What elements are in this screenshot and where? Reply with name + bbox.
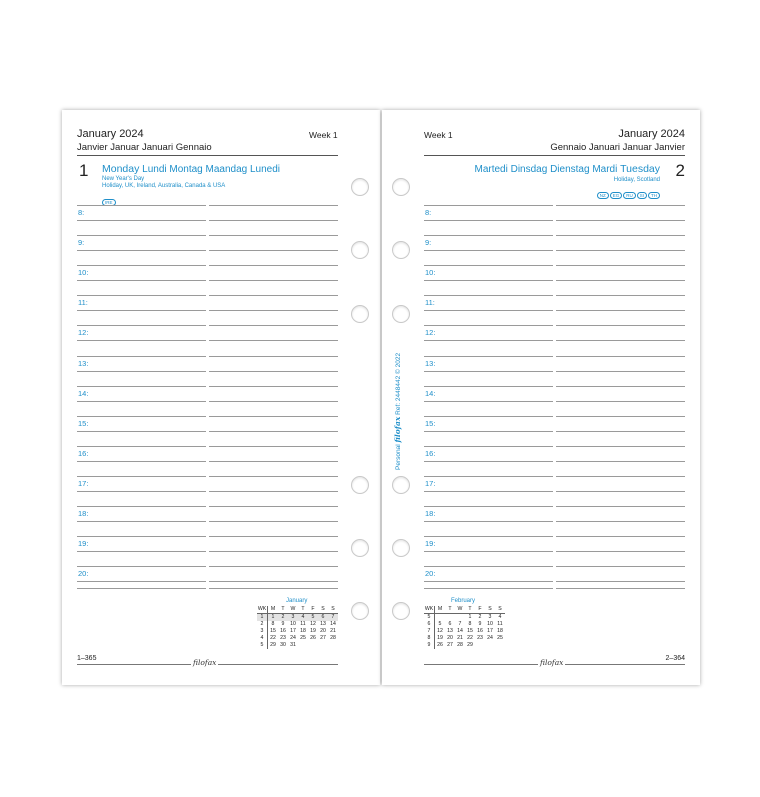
calendar-day-cell (298, 642, 308, 649)
calendar-day-cell: 1 (268, 614, 279, 622)
calendar-header-cell: M (435, 606, 446, 614)
calendar-day-cell (435, 614, 446, 622)
right-ruled-line (556, 476, 685, 477)
left-ruled-line (77, 250, 206, 251)
calendar-day-cell: 31 (290, 642, 296, 648)
calendar-day-cell: 1 (468, 614, 472, 620)
calendar-day-cell: 13 (447, 628, 453, 634)
calendar-day-cell: 30 (280, 642, 286, 648)
calendar-day-cell: 23 (477, 635, 483, 641)
right-ruled-line (556, 325, 685, 326)
right-ruled-line (424, 566, 553, 567)
left-ruled-line (77, 588, 206, 589)
calendar-day-cell: 4 (298, 614, 308, 622)
left-ruled-line (209, 220, 338, 221)
calendar-day-cell: 14 (330, 621, 336, 627)
left-ruled-line (209, 386, 338, 387)
right-ruled-line (424, 310, 553, 311)
left-month-translations: Janvier Januar Januari Gennaio (77, 142, 212, 153)
right-ruled-line (424, 431, 553, 432)
calendar-day-cell: 6 (318, 614, 328, 622)
left-hour-label: 19: (78, 539, 89, 548)
region-badge: IRE (102, 199, 116, 206)
calendar-day-cell: 22 (270, 635, 276, 641)
left-ruled-line (77, 536, 206, 537)
left-ruled-line (209, 581, 338, 582)
calendar-week-cell: 9 (424, 642, 435, 649)
right-ruled-line (556, 446, 685, 447)
region-badge: SI (637, 192, 647, 199)
right-ruled-line (424, 235, 553, 236)
right-hour-label: 18: (425, 509, 436, 518)
left-hour-label: 13: (78, 359, 89, 368)
left-week-label: Week 1 (309, 130, 338, 140)
left-ruled-line (209, 566, 338, 567)
right-day-translations: Martedi Dinsdag Dienstag Mardi (474, 164, 618, 175)
calendar-day-cell: 25 (497, 635, 503, 641)
binder-hole (392, 539, 410, 557)
calendar-day-cell: 2 (278, 614, 288, 622)
left-ruled-line (209, 536, 338, 537)
right-ruled-line (424, 588, 553, 589)
right-ruled-line (556, 205, 685, 206)
left-ruled-line (77, 566, 206, 567)
calendar-header-cell: F (475, 606, 485, 614)
right-ruled-line (556, 461, 685, 462)
right-ruled-line (424, 340, 553, 341)
calendar-week-cell: 8 (424, 635, 435, 642)
left-month-title: January 2024 (77, 128, 144, 140)
right-ruled-line (556, 386, 685, 387)
right-week-label: Week 1 (424, 130, 453, 140)
left-holiday-regions: Holiday, UK, Ireland, Australia, Canada & USA (102, 183, 226, 189)
binder-hole (351, 305, 369, 323)
calendar-header-cell: WK (424, 606, 434, 612)
left-ruled-line (209, 431, 338, 432)
left-ruled-line (209, 401, 338, 402)
calendar-day-cell: 20 (447, 635, 453, 641)
left-ruled-line (77, 280, 206, 281)
calendar-day-cell (445, 614, 455, 622)
left-hour-label: 14: (78, 389, 89, 398)
left-ruled-line (209, 295, 338, 296)
left-ruled-line (209, 250, 338, 251)
right-ruled-line (556, 506, 685, 507)
left-ruled-line (209, 551, 338, 552)
calendar-day-cell (475, 642, 485, 649)
calendar-day-cell: 16 (280, 628, 286, 634)
left-ruled-line (77, 431, 206, 432)
calendar-header-cell: T (298, 606, 308, 614)
calendar-day-cell: 29 (467, 642, 473, 648)
right-ruled-line (556, 491, 685, 492)
calendar-day-cell: 15 (467, 628, 473, 634)
right-page-code: 2–364 (665, 655, 685, 662)
left-ruled-line (77, 506, 206, 507)
right-ruled-line (424, 476, 553, 477)
binder-hole (351, 241, 369, 259)
left-ruled-line (209, 416, 338, 417)
left-ruled-line (209, 310, 338, 311)
left-ruled-line (77, 340, 206, 341)
region-badge: EG (610, 192, 623, 199)
region-badge: NZ (597, 192, 609, 199)
right-ruled-line (556, 280, 685, 281)
right-ruled-line (556, 235, 685, 236)
binder-hole (351, 602, 369, 620)
right-hour-label: 17: (425, 479, 436, 488)
right-hour-label: 11: (425, 298, 435, 307)
left-ruled-line (77, 416, 206, 417)
right-ruled-line (556, 566, 685, 567)
right-ruled-line (556, 588, 685, 589)
calendar-header-cell: M (268, 606, 279, 614)
right-ruled-line (556, 521, 685, 522)
calendar-day-cell: 13 (320, 621, 326, 627)
left-ruled-line (77, 295, 206, 296)
right-hour-label: 14: (425, 389, 436, 398)
calendar-day-cell: 10 (290, 621, 296, 627)
imprint-copyright: © 2022 (395, 352, 402, 374)
left-ruled-line (77, 491, 206, 492)
february-mini-calendar (424, 606, 505, 649)
calendar-day-cell: 9 (478, 621, 482, 627)
calendar-day-cell: 22 (467, 635, 473, 641)
right-ruled-line (556, 401, 685, 402)
left-ruled-line (77, 401, 206, 402)
left-hour-label: 8: (78, 208, 85, 217)
left-hour-label: 11: (78, 298, 88, 307)
binder-hole (392, 602, 410, 620)
calendar-day-cell: 26 (437, 642, 443, 648)
right-ruled-line (424, 356, 553, 357)
right-ruled-line (556, 431, 685, 432)
calendar-day-cell: 28 (457, 642, 463, 648)
left-region-badges (101, 191, 116, 209)
left-ruled-line (77, 220, 206, 221)
calendar-day-cell: 10 (487, 621, 493, 627)
right-hour-label: 13: (425, 359, 436, 368)
right-ruled-line (556, 581, 685, 582)
calendar-day-cell: 25 (300, 635, 306, 641)
left-ruled-line (209, 521, 338, 522)
right-ruled-line (424, 446, 553, 447)
left-ruled-line (209, 235, 338, 236)
right-hour-label: 16: (425, 449, 436, 458)
left-ruled-line (209, 491, 338, 492)
calendar-day-cell: 21 (457, 635, 463, 641)
right-ruled-line (556, 250, 685, 251)
calendar-day-cell: 20 (320, 628, 326, 634)
calendar-day-cell (485, 642, 495, 649)
calendar-day-cell: 16 (477, 628, 483, 634)
right-ruled-line (424, 521, 553, 522)
left-hour-label: 18: (78, 509, 89, 518)
right-ruled-line (556, 220, 685, 221)
left-ruled-line (77, 521, 206, 522)
calendar-day-cell: 5 (308, 614, 318, 622)
calendar-header-cell: T (278, 606, 288, 614)
calendar-header-cell: WK (257, 606, 267, 612)
calendar-day-cell: 12 (437, 628, 443, 634)
calendar-week-cell: 1 (257, 614, 268, 622)
calendar-day-cell: 15 (270, 628, 276, 634)
left-ruled-line (209, 265, 338, 266)
calendar-day-cell: 28 (330, 635, 336, 641)
left-brand-logo: filofax (193, 658, 217, 667)
calendar-day-cell: 3 (488, 614, 492, 620)
right-hour-label: 8: (425, 208, 432, 217)
calendar-day-cell: 21 (330, 628, 336, 634)
calendar-day-cell: 18 (300, 628, 306, 634)
left-day-name: Monday (102, 163, 140, 175)
right-hour-label: 10: (425, 268, 436, 277)
calendar-header-cell: S (485, 606, 495, 614)
right-ruled-line (424, 536, 553, 537)
right-ruled-line (556, 265, 685, 266)
right-ruled-line (424, 416, 553, 417)
left-ruled-line (209, 506, 338, 507)
left-ruled-line (77, 356, 206, 357)
calendar-day-cell: 24 (487, 635, 493, 641)
left-ruled-line (77, 325, 206, 326)
calendar-day-cell (318, 642, 328, 649)
left-ruled-line (209, 325, 338, 326)
right-day-number: 2 (675, 161, 685, 180)
right-ruled-line (556, 295, 685, 296)
right-hour-label: 12: (425, 328, 436, 337)
binder-hole (351, 476, 369, 494)
left-hour-label: 10: (78, 268, 89, 277)
calendar-header-cell: S (328, 606, 338, 614)
calendar-day-cell: 7 (458, 621, 462, 627)
calendar-week-cell: 4 (257, 635, 268, 642)
calendar-day-cell: 3 (288, 614, 298, 622)
left-ruled-line (209, 446, 338, 447)
calendar-day-cell: 4 (498, 614, 502, 620)
right-header-rule (424, 155, 685, 156)
calendar-header-cell: W (288, 606, 298, 614)
left-hour-label: 9: (78, 238, 85, 247)
right-ruled-line (556, 340, 685, 341)
right-brand-logo: filofax (540, 658, 564, 667)
left-ruled-line (77, 371, 206, 372)
left-ruled-line (209, 476, 338, 477)
right-ruled-line (424, 250, 553, 251)
calendar-day-cell: 12 (310, 621, 316, 627)
right-ruled-line (424, 401, 553, 402)
binder-hole (351, 178, 369, 196)
left-ruled-line (77, 205, 206, 206)
left-hour-label: 16: (78, 449, 89, 458)
right-hour-label: 15: (425, 419, 436, 428)
calendar-day-cell: 29 (270, 642, 276, 648)
right-month-translations: Gennaio Januari Januar Janvier (550, 142, 685, 153)
right-ruled-line (424, 581, 553, 582)
left-ruled-line (77, 551, 206, 552)
calendar-header-cell: S (495, 606, 505, 614)
binder-hole (392, 476, 410, 494)
left-ruled-line (209, 356, 338, 357)
january-calendar-title: January (286, 598, 308, 604)
calendar-day-cell (328, 642, 338, 649)
binder-hole (351, 539, 369, 557)
calendar-day-cell: 7 (328, 614, 338, 622)
calendar-week-cell: 7 (424, 628, 435, 635)
left-hour-label: 20: (78, 569, 89, 578)
calendar-header-cell: T (445, 606, 455, 614)
left-day-number: 1 (79, 161, 89, 180)
right-ruled-line (556, 536, 685, 537)
right-ruled-line (424, 551, 553, 552)
right-day-name: Tuesday (620, 163, 660, 175)
calendar-day-cell: 5 (438, 621, 442, 627)
left-ruled-line (77, 581, 206, 582)
calendar-day-cell: 24 (290, 635, 296, 641)
calendar-header-cell: F (308, 606, 318, 614)
left-ruled-line (77, 476, 206, 477)
calendar-day-cell: 2 (478, 614, 482, 620)
left-ruled-line (77, 386, 206, 387)
left-ruled-line (209, 461, 338, 462)
calendar-day-cell: 14 (457, 628, 463, 634)
imprint-brand: filofax (393, 416, 402, 443)
right-day-heading (474, 163, 660, 175)
calendar-week-cell: 5 (424, 614, 435, 622)
left-day-heading (102, 163, 280, 175)
calendar-day-cell: 27 (320, 635, 326, 641)
calendar-day-cell (455, 614, 465, 622)
right-ruled-line (556, 551, 685, 552)
left-ruled-line (77, 446, 206, 447)
left-ruled-line (77, 235, 206, 236)
right-month-title: January 2024 (618, 128, 685, 140)
right-ruled-line (556, 356, 685, 357)
january-mini-calendar (257, 606, 338, 649)
right-ruled-line (424, 506, 553, 507)
imprint-ref: Ref: 2448442 (395, 375, 402, 415)
binder-hole (392, 241, 410, 259)
left-ruled-line (77, 461, 206, 462)
calendar-day-cell: 11 (300, 621, 306, 627)
center-imprint (393, 353, 402, 470)
right-hour-label: 20: (425, 569, 436, 578)
region-badge: RU (623, 192, 636, 199)
calendar-day-cell: 17 (290, 628, 296, 634)
left-ruled-line (209, 340, 338, 341)
calendar-header-cell: T (465, 606, 475, 614)
right-region-badges (596, 184, 660, 202)
calendar-day-cell: 19 (310, 628, 316, 634)
calendar-day-cell: 19 (437, 635, 443, 641)
calendar-day-cell: 27 (447, 642, 453, 648)
calendar-day-cell: 17 (487, 628, 493, 634)
calendar-header-cell: W (455, 606, 465, 614)
left-ruled-line (209, 371, 338, 372)
left-page-code: 1–365 (77, 655, 97, 662)
left-hour-label: 12: (78, 328, 89, 337)
calendar-day-cell: 18 (497, 628, 503, 634)
february-calendar-title: February (451, 598, 476, 604)
right-ruled-line (424, 280, 553, 281)
right-ruled-line (424, 461, 553, 462)
calendar-day-cell (495, 642, 505, 649)
calendar-week-cell: 2 (257, 621, 268, 628)
left-day-translations: Lundi Montag Maandag Lunedi (142, 164, 281, 175)
calendar-week-cell: 3 (257, 628, 268, 635)
right-ruled-line (556, 416, 685, 417)
left-holiday-name: New Year's Day (102, 176, 145, 182)
right-ruled-line (424, 386, 553, 387)
calendar-day-cell (308, 642, 318, 649)
binder-hole (392, 305, 410, 323)
right-ruled-line (424, 220, 553, 221)
calendar-week-cell: 5 (257, 642, 268, 649)
right-ruled-line (424, 205, 553, 206)
left-hour-label: 17: (78, 479, 89, 488)
right-ruled-line (424, 325, 553, 326)
binder-hole (392, 178, 410, 196)
calendar-day-cell: 8 (271, 621, 275, 627)
right-ruled-line (424, 265, 553, 266)
left-header-rule (77, 155, 338, 156)
right-ruled-line (556, 310, 685, 311)
calendar-day-cell: 26 (310, 635, 316, 641)
calendar-day-cell: 6 (448, 621, 452, 627)
right-ruled-line (424, 295, 553, 296)
right-holiday-regions: Holiday, Scotland (613, 177, 660, 183)
imprint-prefix: Personal (395, 444, 402, 470)
left-ruled-line (77, 310, 206, 311)
right-ruled-line (556, 371, 685, 372)
region-badge: TH (648, 192, 660, 199)
right-hour-label: 9: (425, 238, 432, 247)
calendar-week-cell: 6 (424, 621, 435, 628)
right-ruled-line (424, 371, 553, 372)
left-ruled-line (209, 280, 338, 281)
left-hour-label: 15: (78, 419, 89, 428)
calendar-day-cell: 23 (280, 635, 286, 641)
calendar-day-cell: 9 (281, 621, 285, 627)
right-ruled-line (424, 491, 553, 492)
left-ruled-line (77, 265, 206, 266)
calendar-header-cell: S (318, 606, 328, 614)
right-hour-label: 19: (425, 539, 436, 548)
left-ruled-line (209, 205, 338, 206)
calendar-day-cell: 11 (497, 621, 503, 627)
calendar-day-cell: 8 (468, 621, 472, 627)
left-ruled-line (209, 588, 338, 589)
